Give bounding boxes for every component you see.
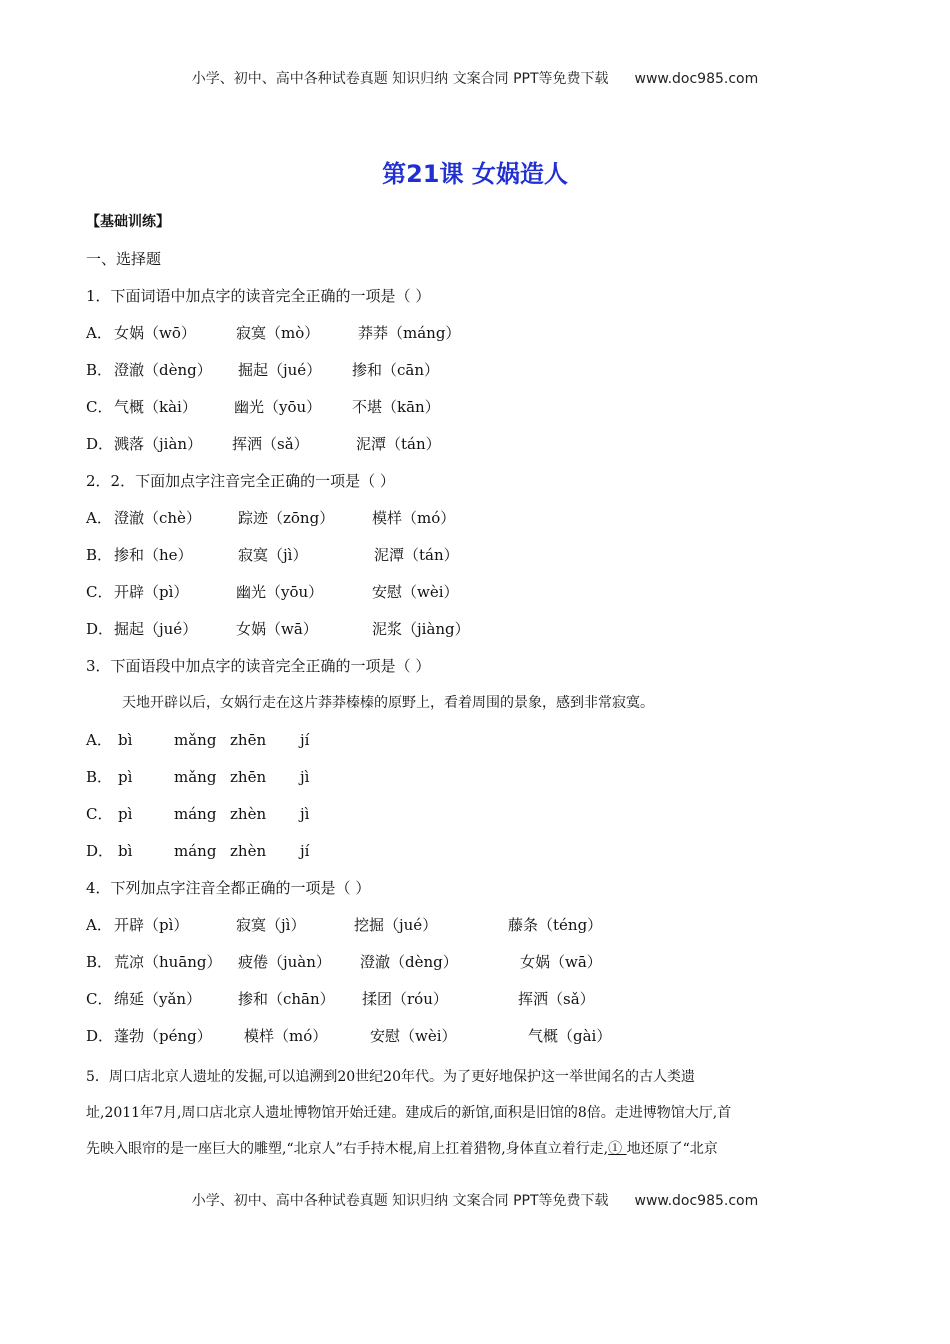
option-item: 寂寞（mò） (236, 324, 320, 342)
option-item: 气概（gài） (528, 1027, 612, 1045)
paragraph-segment: 地还原了“北京 (626, 1141, 718, 1157)
option-row (86, 504, 866, 541)
page-footer (0, 1190, 950, 1210)
header-site-link[interactable]: www.doc985.com (634, 71, 759, 87)
pinyin-item: jí (300, 731, 310, 749)
option-item: 荒凉（huāng） (114, 953, 222, 971)
option-item: 女娲（wā） (236, 620, 318, 638)
option-item: 气概（kài） (114, 398, 197, 416)
option-item: 开辟（pì） (114, 583, 189, 601)
passage-text: 天地开辟以后，女娲行走在这片莽莽榛榛的原野上，看着周围的景象，感到非常寂寞。 (122, 695, 654, 711)
option-item: 泥潭（tán） (374, 546, 459, 564)
option-label: B． (86, 768, 113, 786)
option-item: 模样（mó） (244, 1027, 328, 1045)
option-item: 掘起（jué） (238, 361, 322, 379)
option-row (86, 541, 866, 578)
option-label: C． (86, 583, 113, 601)
document-body (86, 208, 866, 1167)
option-item: 溅落（jiàn） (114, 435, 203, 453)
section-heading: 【基础训练】 (86, 214, 170, 230)
option-label: D． (86, 435, 114, 453)
option-label: A． (86, 324, 112, 342)
option-item: 幽光（yōu） (236, 583, 324, 601)
option-item: 揉团（róu） (362, 990, 448, 1008)
page-header (0, 68, 950, 88)
option-row (86, 763, 866, 800)
option-item: 掺和（he） (114, 546, 193, 564)
pinyin-item: zhèn (230, 842, 267, 860)
option-item: 开辟（pì） (114, 916, 189, 934)
option-row (86, 393, 866, 430)
option-item: 疲倦（juàn） (238, 953, 331, 971)
paragraph-line (86, 1131, 866, 1167)
option-item: 挥洒（sǎ） (232, 435, 309, 453)
option-label: B． (86, 361, 113, 379)
paragraph-segment: 先映入眼帘的是一座巨大的雕塑,“北京人”右手持木棍,肩上扛着猎物,身体直立着行走, (86, 1141, 609, 1157)
option-item: 寂寞（jì） (236, 916, 306, 934)
pinyin-item: mǎng (174, 768, 217, 786)
option-row (86, 837, 866, 874)
pinyin-item: zhēn (230, 768, 267, 786)
option-item: 蓬勃（péng） (114, 1027, 212, 1045)
lesson-title: 第21课 女娲造人 (382, 160, 568, 188)
option-row (86, 1022, 866, 1059)
pinyin-item: zhèn (230, 805, 267, 823)
option-row (86, 430, 866, 467)
option-label: A． (86, 916, 112, 934)
pinyin-item: bì (118, 842, 133, 860)
option-item: 澄澈（dèng） (360, 953, 458, 971)
option-item: 莽莽（máng） (358, 324, 461, 342)
pinyin-item: jì (300, 768, 310, 786)
paragraph-line: 5．周口店北京人遗址的发掘,可以追溯到20世纪20年代。为了更好地保护这一举世闻名的古人类遗 (86, 1069, 695, 1085)
pinyin-item: pì (118, 805, 133, 823)
option-item: 模样（mó） (372, 509, 456, 527)
paragraph-line: 址,2011年7月,周口店北京人遗址博物馆开始迁建。建成后的新馆,面积是旧馆的8倍。走进博物馆大厅,首 (86, 1105, 732, 1121)
option-row (86, 578, 866, 615)
option-item: 绵延（yǎn） (114, 990, 202, 1008)
option-item: 女娲（wā） (520, 953, 602, 971)
option-item: 踪迹（zōng） (238, 509, 335, 527)
footer-site-link[interactable]: www.doc985.com (634, 1193, 759, 1209)
pinyin-item: máng (174, 805, 217, 823)
option-label: B． (86, 546, 113, 564)
option-item: 挥洒（sǎ） (518, 990, 595, 1008)
option-item: 泥潭（tán） (356, 435, 441, 453)
option-item: 挖掘（jué） (354, 916, 438, 934)
option-item: 幽光（yōu） (234, 398, 322, 416)
option-label: D． (86, 842, 114, 860)
option-item: 澄澈（chè） (114, 509, 201, 527)
option-row (86, 319, 866, 356)
option-item: 藤条（téng） (508, 916, 603, 934)
option-label: D． (86, 620, 114, 638)
header-text: 小学、初中、高中各种试卷真题 知识归纳 文案合同 PPT等免费下载 (191, 71, 609, 87)
question-stem: 1．下面词语中加点字的读音完全正确的一项是（ ） (86, 287, 431, 305)
question-stem: 3．下面语段中加点字的读音完全正确的一项是（ ） (86, 657, 431, 675)
option-row (86, 985, 866, 1022)
option-item: 不堪（kān） (352, 398, 440, 416)
option-label: B． (86, 953, 113, 971)
answer-blank[interactable]: ① (608, 1141, 627, 1157)
pinyin-item: máng (174, 842, 217, 860)
question-stem: 4．下列加点字注音全都正确的一项是（ ） (86, 879, 371, 897)
option-item: 女娲（wō） (114, 324, 196, 342)
option-label: A． (86, 509, 112, 527)
part-heading: 一、选择题 (86, 250, 162, 268)
option-item: 掘起（jué） (114, 620, 198, 638)
option-row (86, 948, 866, 985)
option-row (86, 356, 866, 393)
footer-text: 小学、初中、高中各种试卷真题 知识归纳 文案合同 PPT等免费下载 (191, 1193, 609, 1209)
option-label: A． (86, 731, 112, 749)
option-item: 泥浆（jiàng） (372, 620, 470, 638)
option-label: C． (86, 398, 113, 416)
option-item: 掺和（chān） (238, 990, 335, 1008)
question-stem: 2．2．下面加点字注音完全正确的一项是（ ） (86, 472, 395, 490)
pinyin-item: jí (300, 842, 310, 860)
pinyin-item: pì (118, 768, 133, 786)
option-row (86, 800, 866, 837)
pinyin-item: zhēn (230, 731, 267, 749)
option-label: C． (86, 990, 113, 1008)
option-label: D． (86, 1027, 114, 1045)
option-label: C． (86, 805, 113, 823)
option-item: 澄澈（dèng） (114, 361, 212, 379)
option-item: 掺和（cān） (352, 361, 440, 379)
pinyin-item: mǎng (174, 731, 217, 749)
option-item: 安慰（wèi） (370, 1027, 457, 1045)
option-row (86, 911, 866, 948)
option-item: 寂寞（jì） (238, 546, 308, 564)
pinyin-item: jì (300, 805, 310, 823)
pinyin-item: bì (118, 731, 133, 749)
option-row (86, 726, 866, 763)
option-row (86, 615, 866, 652)
option-item: 安慰（wèi） (372, 583, 459, 601)
question-5-text (86, 1059, 866, 1167)
